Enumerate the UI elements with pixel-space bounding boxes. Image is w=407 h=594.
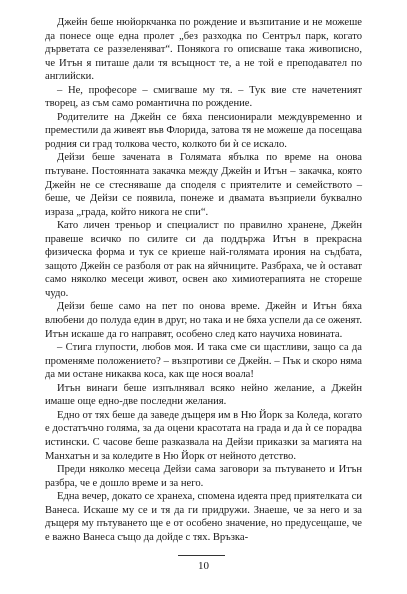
footer-divider	[178, 555, 225, 556]
paragraph: Едно от тях беше да заведе дъщеря им в Ню Йорк за Коледа, когато е достатъчно голяма, за да оцени красотата на града и да ѝ се порадва истински. С часове беше разказвала на Дейзи приказки за магията на Манхатън и за коледите в Ню Йорк от нейното детство.	[45, 409, 362, 462]
paragraph: – Не, професоре – смигваше му тя. – Тук вие сте начетеният творец, аз съм само романтична по рождение.	[45, 84, 362, 110]
paragraph: Итън винаги беше изпълнявал всяко нейно желание, а Джейн имаше още едно-две последни желания.	[45, 382, 362, 408]
paragraph: Родителите на Джейн се бяха пенсионирали междувременно и преместили да живеят във Флорида, затова тя не можеше да посещава родния си град толкова често, колкото би ѝ се искало.	[45, 111, 362, 150]
paragraph: Като личен треньор и специалист по правилно хранене, Джейн правеше всичко по силите си да поддържа Итън в прекрасна физическа форма и тук се криеше най-голямата ирония на съдбата, защото Джейн се разболя от рак на яйчниците. Разбраха, че ѝ остават само няколко месеци живот, освен ако химиотерапията не стореше чудо.	[45, 220, 362, 299]
body-text	[45, 16, 362, 544]
paragraph: Джейн беше нюйоркчанка по рождение и възпитание и не можеше да понесе още една пролет „без разходка по Сентръл парк, когато дърветата се раззеленяват“. Понякога го описваше така живописно, че Итън я питаше дали тя всъщност те, а не той е преподавател по английски.	[45, 17, 362, 83]
page-number: 10	[198, 560, 209, 572]
paragraph: Преди няколко месеца Дейзи сама заговори за пътуването и Итън разбра, че е дошло време и за него.	[45, 464, 362, 489]
paragraph: – Стига глупости, любов моя. И така сме си щастливи, защо са да променяме положението? – възпротиви се Джейн. – Пък и скоро няма да ми остане никаква коса, как ще нося воала!	[45, 342, 362, 381]
paragraph: Дейзи беше зачената в Голямата ябълка по време на онова пътуване. Постоянната закачка между Джейн и Итън – закачка, която Джейн не се стесняваше да споделя с приятелите и семейството – беше, че Дейзи се появила, понеже и двамата възприели буквално израза „града, който никога не спи“.	[45, 152, 362, 218]
paragraph: Дейзи беше само на пет по онова време. Джейн и Итън бяха влюбени до полуда един в друг, но така и не бяха успели да се оженят. Итън искаше да го направят, особено след като научиха новината.	[45, 301, 362, 340]
paragraph: Една вечер, докато се хранеха, спомена идеята пред приятелката си Ванеса. Искаше му се и тя да ги придружи. Знаеше, че за него и за дъщеря му пътуването ще е от особено значение, но предусещаше, че е важно Ванеса също да дойде с тях. Връзка-	[45, 491, 362, 543]
